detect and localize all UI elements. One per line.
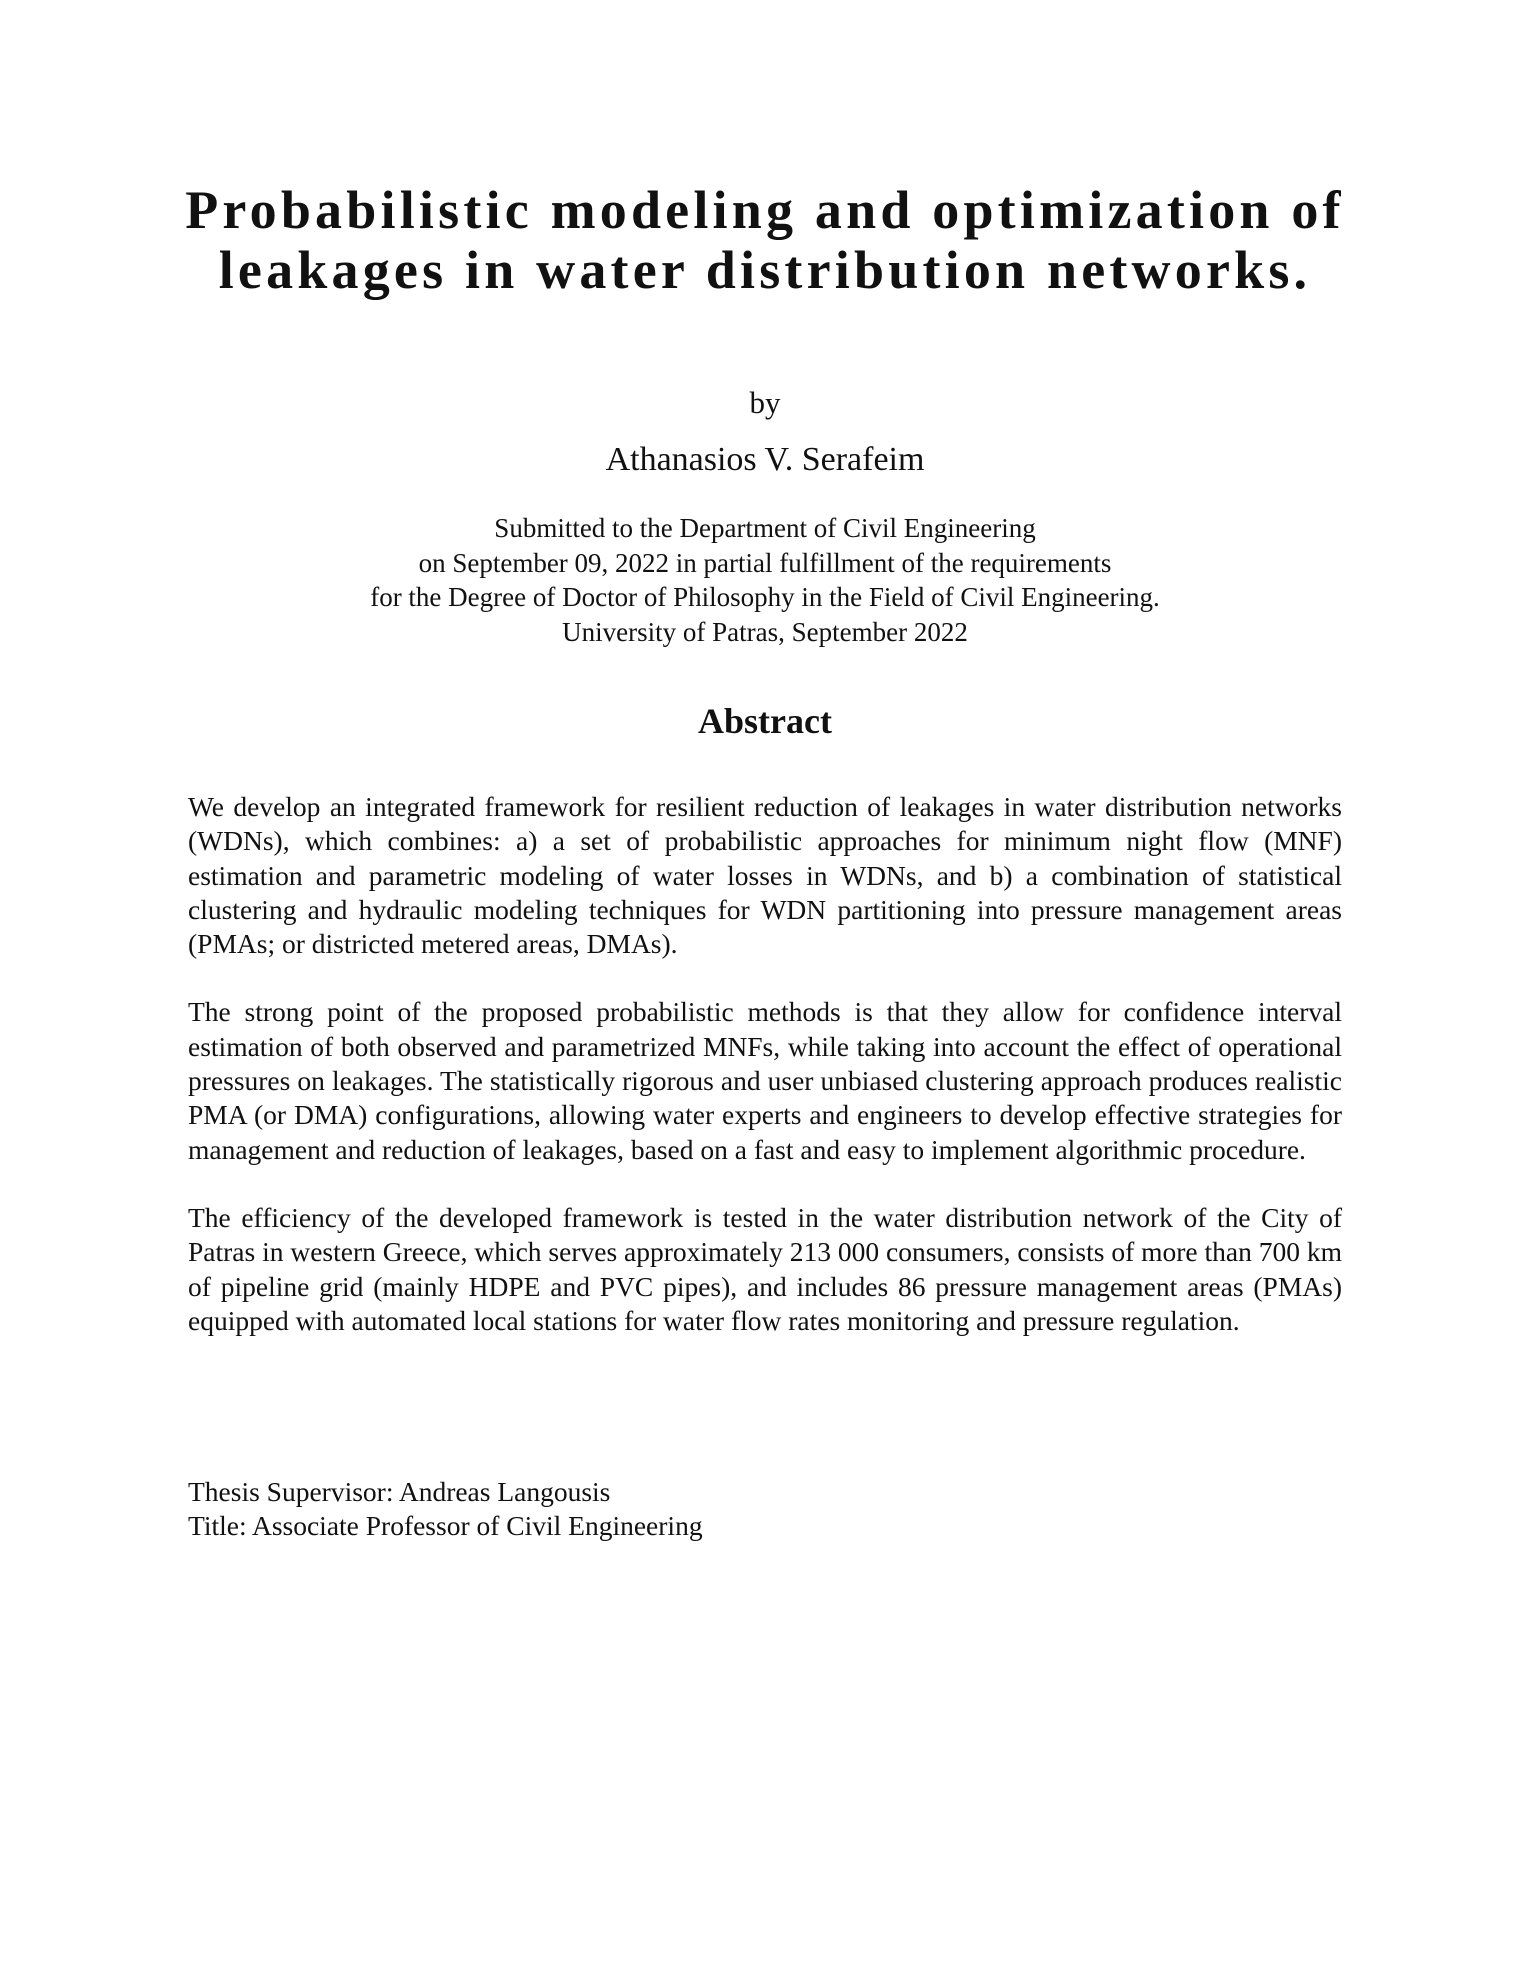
supervisor-title: Title: Associate Professor of Civil Engineering [188,1510,703,1542]
abstract-paragraph: The efficiency of the developed framework is tested in the water distribution network of the City of Patras in western Greece, which serves approximately 213 000 consumers, consists of more than 700 km of pipeline grid (mainly HDPE and PVC pipes), and includes 86 pressure management areas (PMAs) equipped with automated local stations for water flow rates monitoring and pressure regulation. [188,1201,1342,1336]
submission-line: Submitted to the Department of Civil Engineering [494,513,1036,543]
abstract-paragraph: The strong point of the proposed probabilistic methods is that they allow for confidence interval estimation of both observed and parametrized MNFs, while taking into account the effect of operational pressures on leakages. The statistically rigorous and user unbiased clustering approach produces realistic PMA (or DMA) configurations, allowing water experts and engineers to develop effective strategies for management and reduction of leakages, based on a fast and easy to implement algorithmic procedure. [188,996,1342,1165]
abstract-paragraph: We develop an integrated framework for resilient reduction of leakages in water distribution networks (WDNs), which combines: a) a set of probabilistic approaches for minimum night flow (MNF) estimation and parametric modeling of water losses in WDNs, and b) a combination of statistical clustering and hydraulic modeling techniques for WDN partitioning into pressure management areas (PMAs; or districted metered areas, DMAs). [188,791,1342,960]
submission-statement [0,511,1530,649]
thesis-title [150,180,1380,300]
supervisor-block [188,1475,703,1544]
submission-line: University of Patras, September 2022 [562,616,968,647]
by-line: by [749,385,781,420]
submission-line: on September 09, 2022 in partial fulfillment of the requirements [418,547,1112,578]
supervisor-name: Thesis Supervisor: Andreas Langousis [188,1476,611,1507]
submission-line: for the Degree of Doctor of Philosophy in the Field of Civil Engineering. [370,582,1160,612]
author-name: Athanasios V. Serafeim [605,441,925,478]
abstract-heading: Abstract [698,701,832,741]
abstract-body [188,790,1342,1372]
title-line: Probabilistic modeling and optimization of [185,180,1345,240]
title-line: leakages in water distribution networks. [218,240,1312,300]
